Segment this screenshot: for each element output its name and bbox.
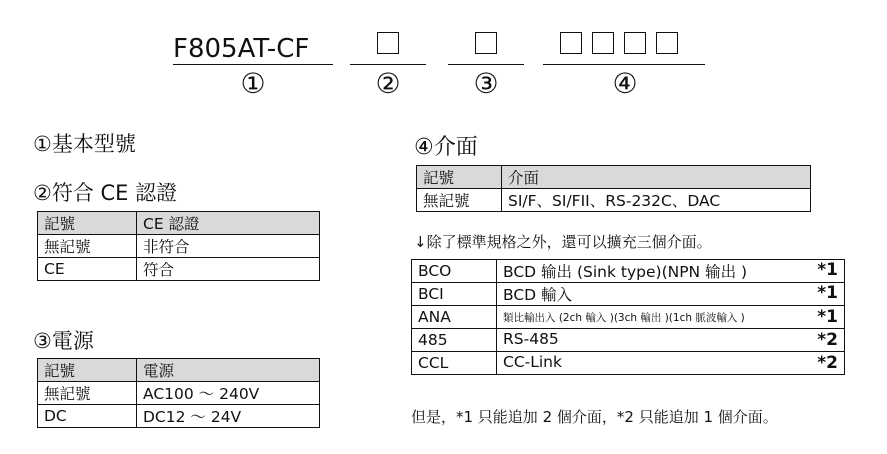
table-header-row (38, 359, 320, 382)
table-cell: BCI (412, 283, 497, 306)
table-cell: 無記號 (417, 189, 502, 212)
table-cell (497, 260, 845, 283)
ce-table (37, 211, 320, 281)
table-cell: 無記號 (38, 235, 137, 258)
limit-mark: *1 (817, 307, 838, 327)
expansion-note: ↓除了標準規格之外，還可以擴充三個介面。 (414, 233, 712, 251)
header-cell: 記號 (38, 212, 137, 235)
table-cell: DC (38, 405, 137, 428)
limit-mark: *2 (817, 330, 838, 350)
table-cell: SI/F、SI/FII、RS-232C、DAC (502, 189, 811, 212)
option-desc: CC-Link (503, 353, 562, 371)
table-cell (497, 329, 845, 352)
table-cell (497, 352, 845, 375)
table-row (412, 352, 845, 375)
option-box (377, 32, 399, 54)
table-cell (497, 306, 845, 329)
option-box (592, 32, 614, 54)
table-cell: 485 (412, 329, 497, 352)
table-row (412, 329, 845, 352)
table-cell: 無記號 (38, 382, 137, 405)
table-row (412, 306, 845, 329)
table-cell: DC12 ～ 24V (137, 405, 320, 428)
position-label-1: ① (240, 67, 266, 100)
header-cell: 記號 (38, 359, 137, 382)
table-cell: 非符合 (137, 235, 320, 258)
option-desc: BCD 輸入 (503, 286, 573, 304)
power-table (37, 358, 320, 428)
option-slot-3 (448, 30, 524, 65)
table-cell: 符合 (137, 258, 320, 281)
header-cell: 介面 (502, 166, 811, 189)
table-cell: CE (38, 258, 137, 281)
table-row (412, 283, 845, 306)
option-slot-2 (350, 30, 426, 65)
header-cell: CE 認證 (137, 212, 320, 235)
table-header-row (417, 166, 811, 189)
option-box (656, 32, 678, 54)
interface-title: ④介面 (414, 135, 478, 160)
table-row (417, 189, 811, 212)
table-row (412, 260, 845, 283)
interface-table (416, 165, 811, 212)
basic-model-title: ①基本型號 (33, 132, 136, 156)
option-desc: RS-485 (503, 330, 559, 348)
table-cell: BCO (412, 260, 497, 283)
option-slot-4 (543, 30, 705, 65)
option-box (624, 32, 646, 54)
table-header-row (38, 212, 320, 235)
option-box (475, 32, 497, 54)
model-code: F805AT-CF (173, 34, 333, 65)
position-label-4: ④ (612, 67, 638, 100)
table-cell (497, 283, 845, 306)
limit-mark: *1 (817, 260, 838, 280)
interface-options-table (411, 259, 845, 375)
table-row (38, 235, 320, 258)
power-title: ③電源 (33, 329, 94, 353)
header-cell: 記號 (417, 166, 502, 189)
option-desc: BCD 输出 (Sink type)(NPN 输出 ) (503, 263, 748, 281)
header-cell: 電源 (137, 359, 320, 382)
table-row (38, 382, 320, 405)
table-cell: CCL (412, 352, 497, 375)
table-cell: ANA (412, 306, 497, 329)
position-label-2: ② (375, 67, 401, 100)
option-box (560, 32, 582, 54)
option-desc: 類比輸出入 (2ch 輸入 )(3ch 輸出 )(1ch 脈波輸入 ) (503, 312, 745, 324)
position-label-3: ③ (473, 67, 499, 100)
table-row (38, 405, 320, 428)
ce-title: ②符合 CE 認證 (33, 181, 178, 205)
table-cell: AC100 ～ 240V (137, 382, 320, 405)
table-row (38, 258, 320, 281)
limit-mark: *2 (817, 353, 838, 373)
limit-mark: *1 (817, 283, 838, 303)
interface-footer-note: 但是，*1 只能追加 2 個介面，*2 只能追加 1 個介面。 (411, 408, 778, 426)
